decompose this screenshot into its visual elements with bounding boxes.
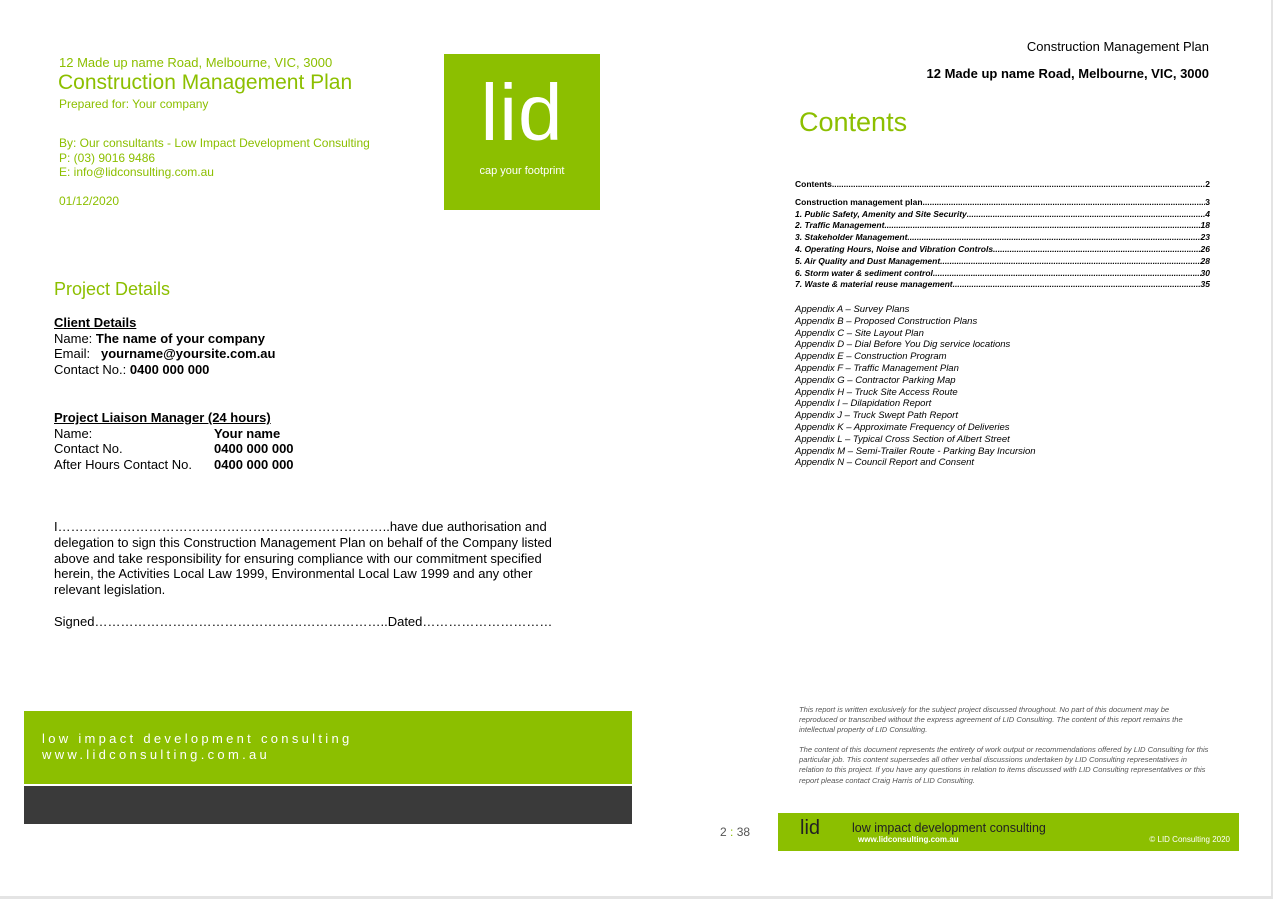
client-contact-label: Contact No.: bbox=[54, 361, 130, 377]
toc-entry[interactable]: 5. Air Quality and Dust Management ..... 28 bbox=[795, 256, 1210, 268]
cover-date: 01/12/2020 bbox=[59, 194, 120, 208]
page-footer-bar bbox=[778, 813, 1239, 851]
appendix-item: Appendix L – Typical Cross Section of Albert Street bbox=[795, 433, 1010, 445]
liaison-after-label: After Hours Contact No. bbox=[54, 456, 192, 472]
client-details bbox=[54, 315, 275, 377]
appendix-item: Appendix A – Survey Plans bbox=[795, 304, 910, 315]
toc-entry[interactable]: 1. Public Safety, Amenity and Site Security ..... 4 bbox=[795, 209, 1210, 221]
client-email-label: Email: bbox=[54, 346, 101, 361]
consultant-phone: P: (03) 9016 9486 bbox=[59, 151, 156, 165]
liaison-contact-row bbox=[54, 441, 294, 457]
page-total: 38 bbox=[736, 825, 751, 839]
page-indicator bbox=[720, 825, 750, 839]
cover-footer-url: www.lidconsulting.com.au bbox=[42, 747, 271, 762]
cover-footer-company: low impact development consulting bbox=[42, 731, 353, 746]
authorisation-paragraph: I…………………………………………………………………..have due authorisation and delegation to sign this Construction Management Plan on behalf of the Company listed above and take responsibility for ensuring compliance with our commitment specified herein, the Activities Local Law 1999, Environmental Local Law 1999 and any other relevant legislation. bbox=[54, 519, 552, 598]
appendix-item: Appendix H – Truck Site Access Route bbox=[795, 386, 958, 398]
cover-footer-band bbox=[24, 711, 632, 784]
contents-heading: Contents bbox=[799, 107, 908, 137]
client-name-label: Name: bbox=[54, 330, 96, 346]
toc-entry[interactable]: 3. Stakeholder Management ..... 23 bbox=[795, 232, 1210, 244]
appendix-item: Appendix I – Dilapidation Report bbox=[795, 398, 932, 410]
consultant-email: E: info@lidconsulting.com.au bbox=[59, 165, 214, 179]
signature-line: Signed…………………………………………………………..Dated………………………… bbox=[54, 614, 553, 629]
appendix-item: Appendix J – Truck Swept Path Report bbox=[795, 410, 958, 422]
client-name-row bbox=[54, 331, 275, 347]
appendix-list bbox=[795, 304, 1036, 469]
client-contact-row bbox=[54, 362, 275, 378]
appendix-item: Appendix F – Traffic Management Plan bbox=[795, 362, 959, 374]
cover-title: Construction Management Plan bbox=[58, 71, 353, 94]
table-of-contents bbox=[795, 179, 1210, 291]
footer-company-name: low impact development consulting bbox=[852, 821, 1046, 835]
page-separator: : bbox=[730, 825, 734, 839]
appendix-item: Appendix K – Approximate Frequency of Deliveries bbox=[795, 421, 1010, 433]
toc-entry[interactable]: Contents ..... 2 bbox=[795, 179, 1210, 191]
client-contact-value: 0400 000 000 bbox=[129, 361, 210, 377]
disclaimer-copyright: This report is written exclusively for the subject project discussed throughout. No part of this document may be reproduced or transcribed without the express agreement of LID Consulting. The content of this report remains the intellectual property of LID Consulting. bbox=[799, 705, 1183, 735]
client-name-value: The name of your company bbox=[95, 330, 265, 346]
toc-entry[interactable]: 2. Traffic Management ..... 18 bbox=[795, 220, 1210, 232]
appendix-item: Appendix C – Site Layout Plan bbox=[795, 327, 924, 339]
lid-logo bbox=[444, 54, 600, 210]
toc-entry[interactable]: 6. Storm water & sediment control ..... 30 bbox=[795, 268, 1210, 280]
page-current: 2 bbox=[720, 825, 727, 839]
liaison-contact-label: Contact No. bbox=[54, 441, 123, 456]
toc-entry[interactable]: 7. Waste & material reuse management ..... 35 bbox=[795, 279, 1210, 291]
client-details-heading: Client Details bbox=[54, 315, 137, 330]
liaison-heading: Project Liaison Manager (24 hours) bbox=[54, 410, 271, 425]
liaison-after-value: 0400 000 000 bbox=[214, 456, 294, 472]
toc-entry[interactable]: 4. Operating Hours, Noise and Vibration Controls ..... 26 bbox=[795, 244, 1210, 256]
liaison-after-row bbox=[54, 457, 294, 473]
footer-lid-logo: lid bbox=[800, 817, 821, 839]
liaison-contact-value: 0400 000 000 bbox=[214, 441, 294, 456]
lid-logo-tagline: cap your footprint bbox=[479, 165, 565, 177]
appendix-item: Appendix E – Construction Program bbox=[795, 351, 947, 363]
appendix-item: Appendix M – Semi-Trailer Route - Parking Bay Incursion bbox=[795, 445, 1036, 457]
running-header-address: 12 Made up name Road, Melbourne, VIC, 3000 bbox=[926, 66, 1209, 81]
cover-footer-dark-band bbox=[24, 786, 632, 824]
liaison-name-label: Name: bbox=[54, 425, 93, 441]
lid-logo-text: lid bbox=[480, 68, 564, 157]
appendix-item: Appendix B – Proposed Construction Plans bbox=[795, 315, 978, 327]
prepared-for: Prepared for: Your company bbox=[59, 97, 209, 111]
client-email-value: yourname@yoursite.com.au bbox=[100, 346, 276, 361]
footer-copyright: © LID Consulting 2020 bbox=[1149, 835, 1230, 844]
liaison-name-row bbox=[54, 426, 294, 442]
liaison-details bbox=[54, 410, 294, 472]
appendix-item: Appendix D – Dial Before You Dig service locations bbox=[795, 339, 1011, 351]
toc-entry[interactable]: Construction management plan ..... 3 bbox=[795, 197, 1210, 209]
disclaimer-scope: The content of this document represents the entirety of work output or recommendations offered by LID Consulting for this particular job. This content supersedes all other verbal discussions undertaken by LID Consulting representatives in relation to this project. If you have any questions in relation to items discussed with LID Consulting representatives or this report please contact Craig Harris of LID Consulting. bbox=[799, 745, 1209, 785]
appendix-item: Appendix G – Contractor Parking Map bbox=[795, 374, 956, 386]
client-email-row bbox=[54, 346, 275, 362]
cover-address: 12 Made up name Road, Melbourne, VIC, 3000 bbox=[59, 55, 333, 70]
consultant-line: By: Our consultants - Low Impact Development Consulting bbox=[59, 136, 370, 150]
running-header-title: Construction Management Plan bbox=[1026, 39, 1209, 54]
project-details-heading: Project Details bbox=[54, 279, 171, 299]
liaison-name-value: Your name bbox=[214, 425, 281, 441]
appendix-item: Appendix N – Council Report and Consent bbox=[795, 457, 975, 469]
footer-url[interactable]: www.lidconsulting.com.au bbox=[858, 835, 959, 844]
